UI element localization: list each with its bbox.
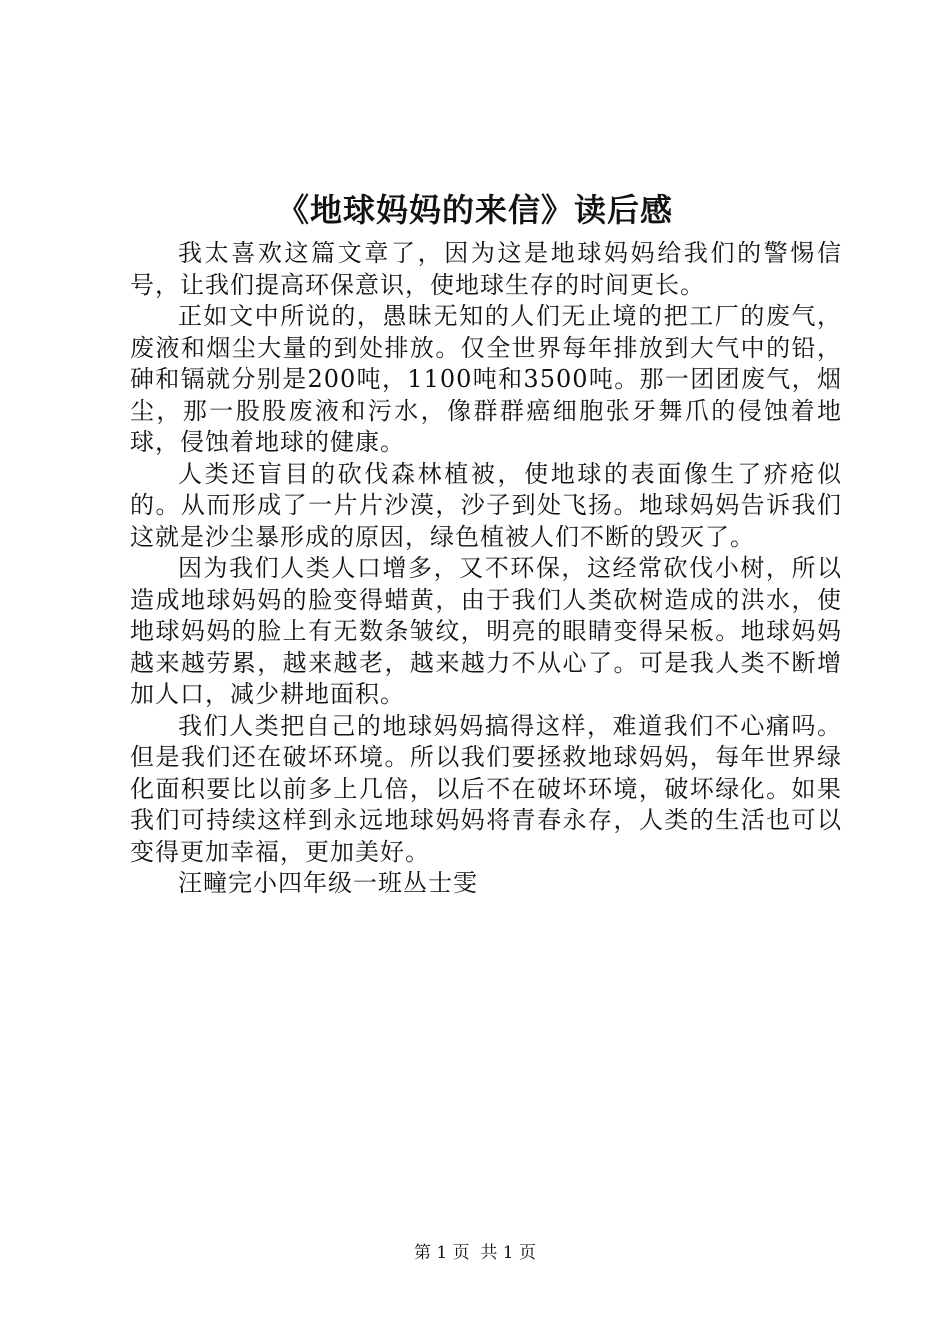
- page-number: 第 1 页: [413, 1243, 470, 1263]
- document-body: [130, 238, 842, 900]
- page-footer: [0, 1240, 950, 1266]
- author-signature: 汪疃完小四年级一班丛士雯: [178, 869, 478, 897]
- paragraph-5: 我们人类把自己的地球妈妈搞得这样，难道我们不心痛吗。但是我们还在破坏环境。所以我们要拯救地球妈妈，每年世界绿化面积要比以前多上几倍，以后不在破坏环境，破坏绿化。如果我们可持续这样到永远地球妈妈将青春永存，人类的生活也可以变得更加幸福，更加美好。: [130, 711, 842, 866]
- page-total: 共 1 页: [480, 1243, 537, 1263]
- paragraph-3: 人类还盲目的砍伐森林植被，使地球的表面像生了疥疮似的。从而形成了一片片沙漠，沙子到处飞扬。地球妈妈告诉我们这就是沙尘暴形成的原因，绿色植被人们不断的毁灭了。: [130, 459, 842, 551]
- paragraph-4: 因为我们人类人口增多，又不环保，这经常砍伐小树，所以造成地球妈妈的脸变得蜡黄，由于我们人类砍树造成的洪水，使地球妈妈的脸上有无数条皱纹，明亮的眼睛变得呆板。地球妈妈越来越劳累，越来越老，越来越力不从心了。可是我人类不断增加人口，减少耕地面积。: [130, 554, 842, 708]
- document-title: 《地球妈妈的来信》读后感: [276, 191, 673, 229]
- paragraph-2: 正如文中所说的，愚昧无知的人们无止境的把工厂的废气，废液和烟尘大量的到处排放。仅全世界每年排放到大气中的铅，砷和镉就分别是200吨，1100吨和3500吨。那一团团废气，烟尘，那一股股废液和污水，像群群癌细胞张牙舞爪的侵蚀着地球，侵蚀着地球的健康。: [130, 302, 842, 456]
- paragraph-1: 我太喜欢这篇文章了，因为这是地球妈妈给我们的警惕信号，让我们提高环保意识，使地球生存的时间更长。: [130, 239, 842, 299]
